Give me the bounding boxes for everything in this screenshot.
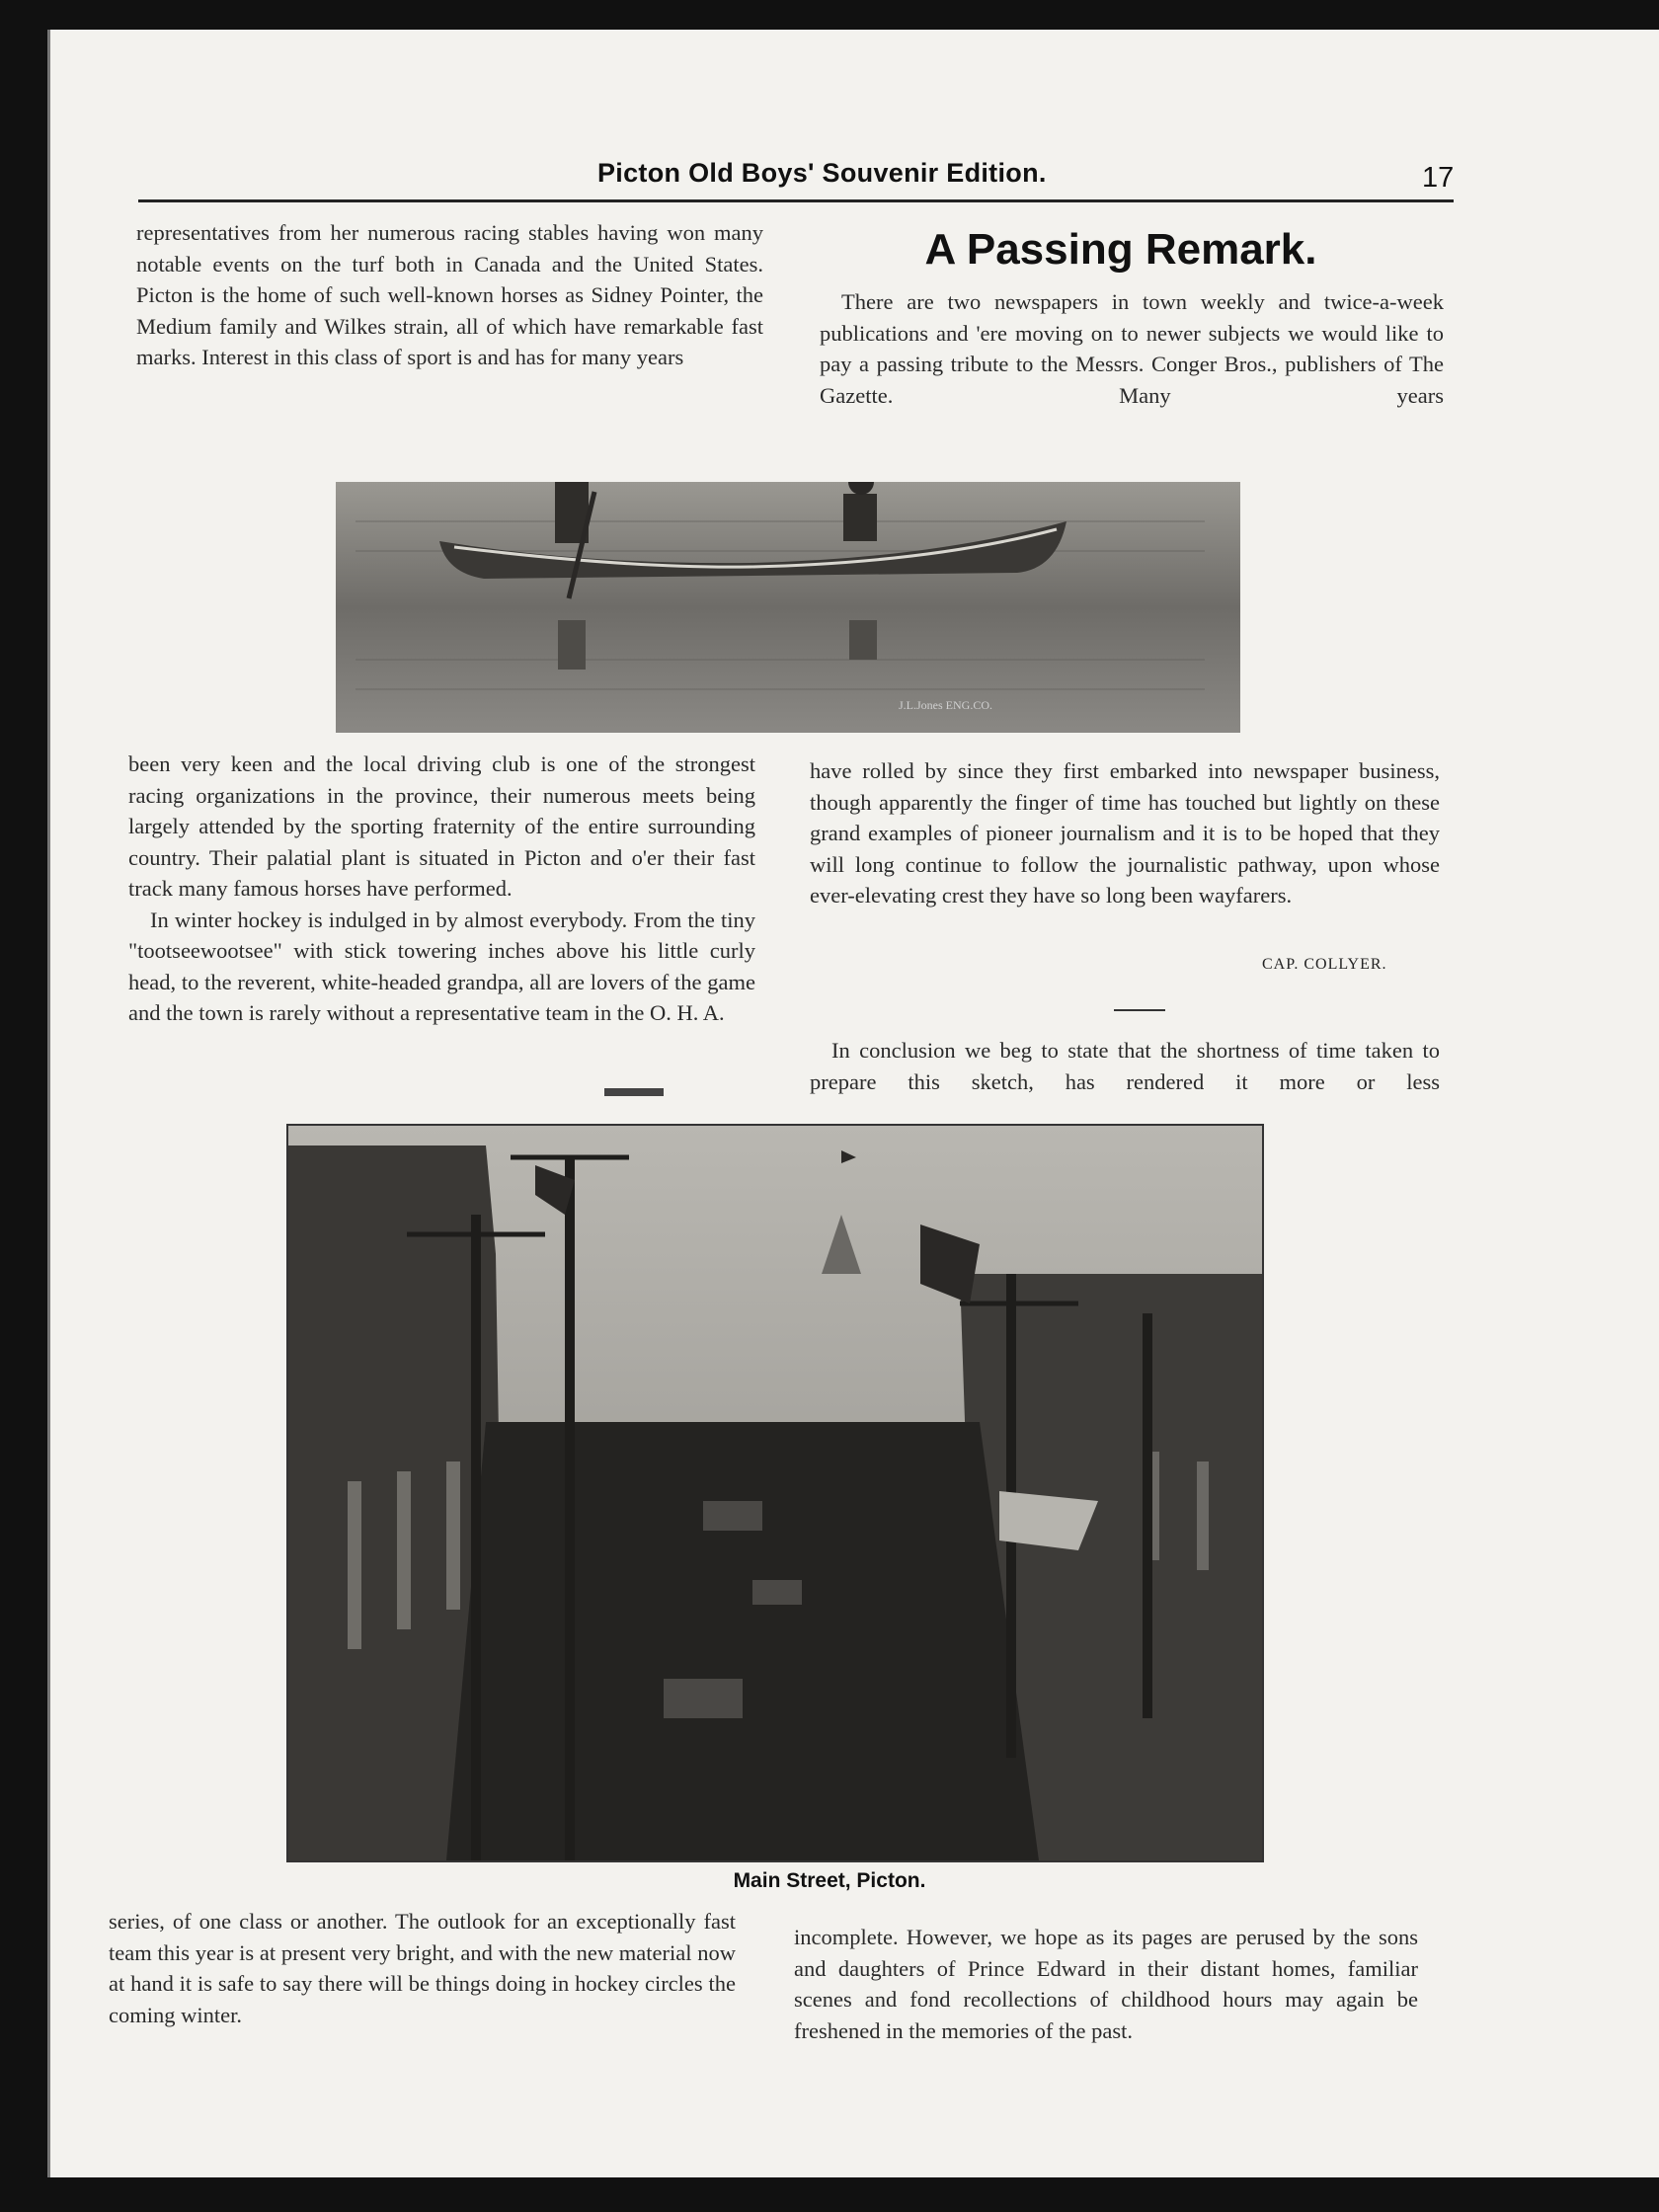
- text-column-mid-left: [128, 749, 755, 1029]
- article-headline: A Passing Remark.: [924, 225, 1317, 274]
- running-header-title: Picton Old Boys' Souvenir Edition.: [597, 158, 1047, 188]
- header-rule: [138, 199, 1454, 202]
- paragraph-driving-club: been very keen and the local driving club is one of the strongest racing organizations in the province, their numerous meets being largely attended by the sporting fraternity of the entire surrounding country. Their palatial plant is situated in Picton and o'er their fast track many famous horses have performed.: [128, 751, 755, 901]
- text-column-top-right: [820, 286, 1444, 411]
- paragraph-conclusion: In conclusion we beg to state that the shortness of time taken to prepare this sketch, has rendered it more or less: [810, 1038, 1440, 1094]
- paragraph-racing-stables: representatives from her numerous racing stables having won many notable events on the turf both in Canada and the United States. Picton is the home of such well-known horses as Sidney Pointer, the Medium family and Wilkes strain, all of which have remarkable fast marks. Interest in this class of sport is and has for many years: [136, 220, 763, 369]
- canoe-photograph: [336, 482, 1240, 733]
- paragraph-hockey: In winter hockey is indulged in by almost everybody. From the tiny "tootseewootsee" with stick towering inches above his little curly head, to the reverent, white-headed grandpa, all are lovers of the game and the town is rarely without a representative team in the O. H. A.: [128, 907, 755, 1025]
- paragraph-newspapers: There are two newspapers in town weekly and twice-a-week publications and 'ere moving on to newer subjects we would like to pay a passing tribute to the Messrs. Conger Bros., publishers of The Gazette. Many years: [820, 289, 1444, 408]
- paragraph-hockey-outlook: series, of one class or another. The outlook for an exceptionally fast team this year is at present very bright, and with the new material now at hand it is safe to say there will be things doing in hockey circles the coming winter.: [109, 1909, 736, 2027]
- engraver-signature: J.L.Jones ENG.CO.: [899, 698, 992, 712]
- main-street-photograph: [286, 1124, 1264, 1862]
- paragraph-closing: incomplete. However, we hope as its pages are perused by the sons and daughters of Prince Edward in their distant homes, familiar scenes and fond recollections of childhood hours may again be freshened in the memories of the past.: [794, 1925, 1418, 2043]
- text-column-bottom-right: [794, 1922, 1418, 2046]
- text-column-top-left: [136, 217, 763, 373]
- text-column-bottom-left: [109, 1906, 736, 2030]
- section-divider: [1114, 1009, 1165, 1011]
- author-signature: CAP. COLLYER.: [1262, 956, 1387, 973]
- ink-smudge: [604, 1088, 664, 1096]
- text-column-conclusion: [810, 1035, 1440, 1097]
- text-column-mid-right: [810, 755, 1440, 911]
- paragraph-conger-bros: have rolled by since they first embarked into newspaper business, though apparently the finger of time has touched but lightly on these grand examples of pioneer journalism and it is to be hoped that they will long continue to follow the journalistic pathway, upon whose ever-elevating crest they have so long been wayfarers.: [810, 758, 1440, 908]
- photo-caption: Main Street, Picton.: [733, 1869, 926, 1892]
- page-number: 17: [1422, 162, 1455, 194]
